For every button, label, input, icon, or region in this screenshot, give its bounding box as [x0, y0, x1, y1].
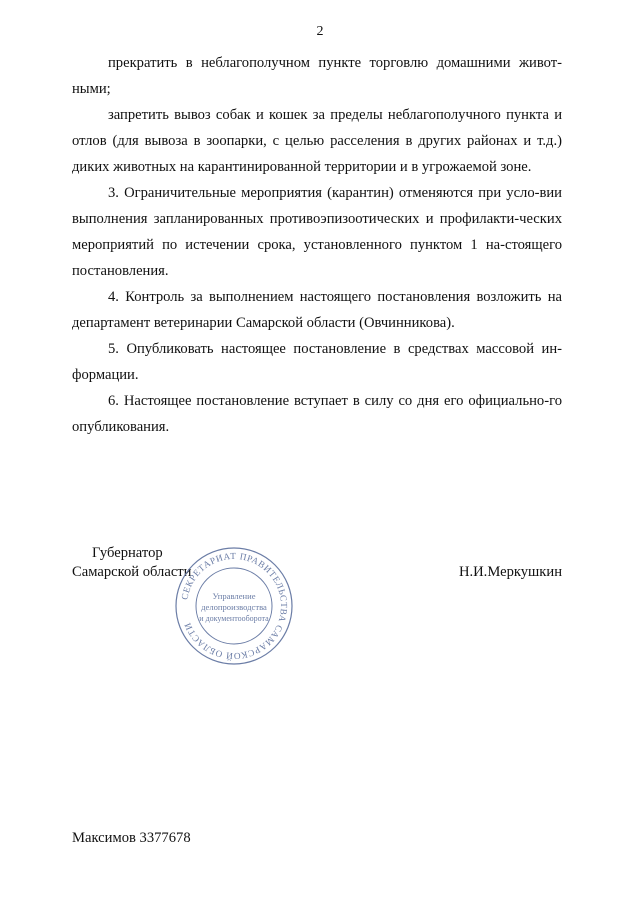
paragraph-control: 4. Контроль за выполнением настоящего постановления возложить на департамент ветеринарии Самарской области (Овчинникова).	[72, 289, 562, 331]
executor-info: Максимов 3377678	[72, 830, 191, 846]
paragraph-publish: 5. Опубликовать настоящее постановление в средствах массовой ин-формации.	[72, 341, 562, 383]
signer-title-line1: Губернатор	[92, 545, 163, 561]
stamp-center-line1: Управление	[212, 591, 256, 601]
stamp-ring-text: СЕКРЕТАРИАТ ПРАВИТЕЛЬСТВА САМАРСКОЙ ОБЛАСТИ	[179, 550, 290, 662]
paragraph-trade-ban: прекратить в неблагополучном пункте торговлю домашними живот-ными;	[72, 55, 562, 97]
paragraph-effective: 6. Настоящее постановление вступает в силу со дня его официально-го опубликования.	[72, 393, 562, 435]
paragraph-quarantine-lift: 3. Ограничительные мероприятия (карантин) отменяются при усло-вии выполнения запланированных противоэпизоотических и профилакти-ческих мероприятий по истечении срока, установленного пунктом 1 на-стоящего постановления.	[72, 185, 562, 279]
paragraph-export-ban: запретить вывоз собак и кошек за пределы неблагополучного пункта и отлов (для вывоза в зоопарки, с целью расселения в других районах и т.д.) диких животных на карантинированной территории и в угрожаемой зоне.	[72, 107, 562, 175]
official-stamp	[172, 544, 296, 668]
stamp-center-line3: и документооборота	[199, 614, 269, 623]
signature-block	[0, 544, 640, 664]
signer-name: Н.И.Меркушкин	[458, 564, 562, 580]
signer-title-line2: Самарской области	[72, 564, 192, 580]
stamp-center-line2: делопроизводства	[201, 602, 267, 612]
page-number: 2	[316, 24, 324, 39]
document-body	[72, 50, 562, 440]
